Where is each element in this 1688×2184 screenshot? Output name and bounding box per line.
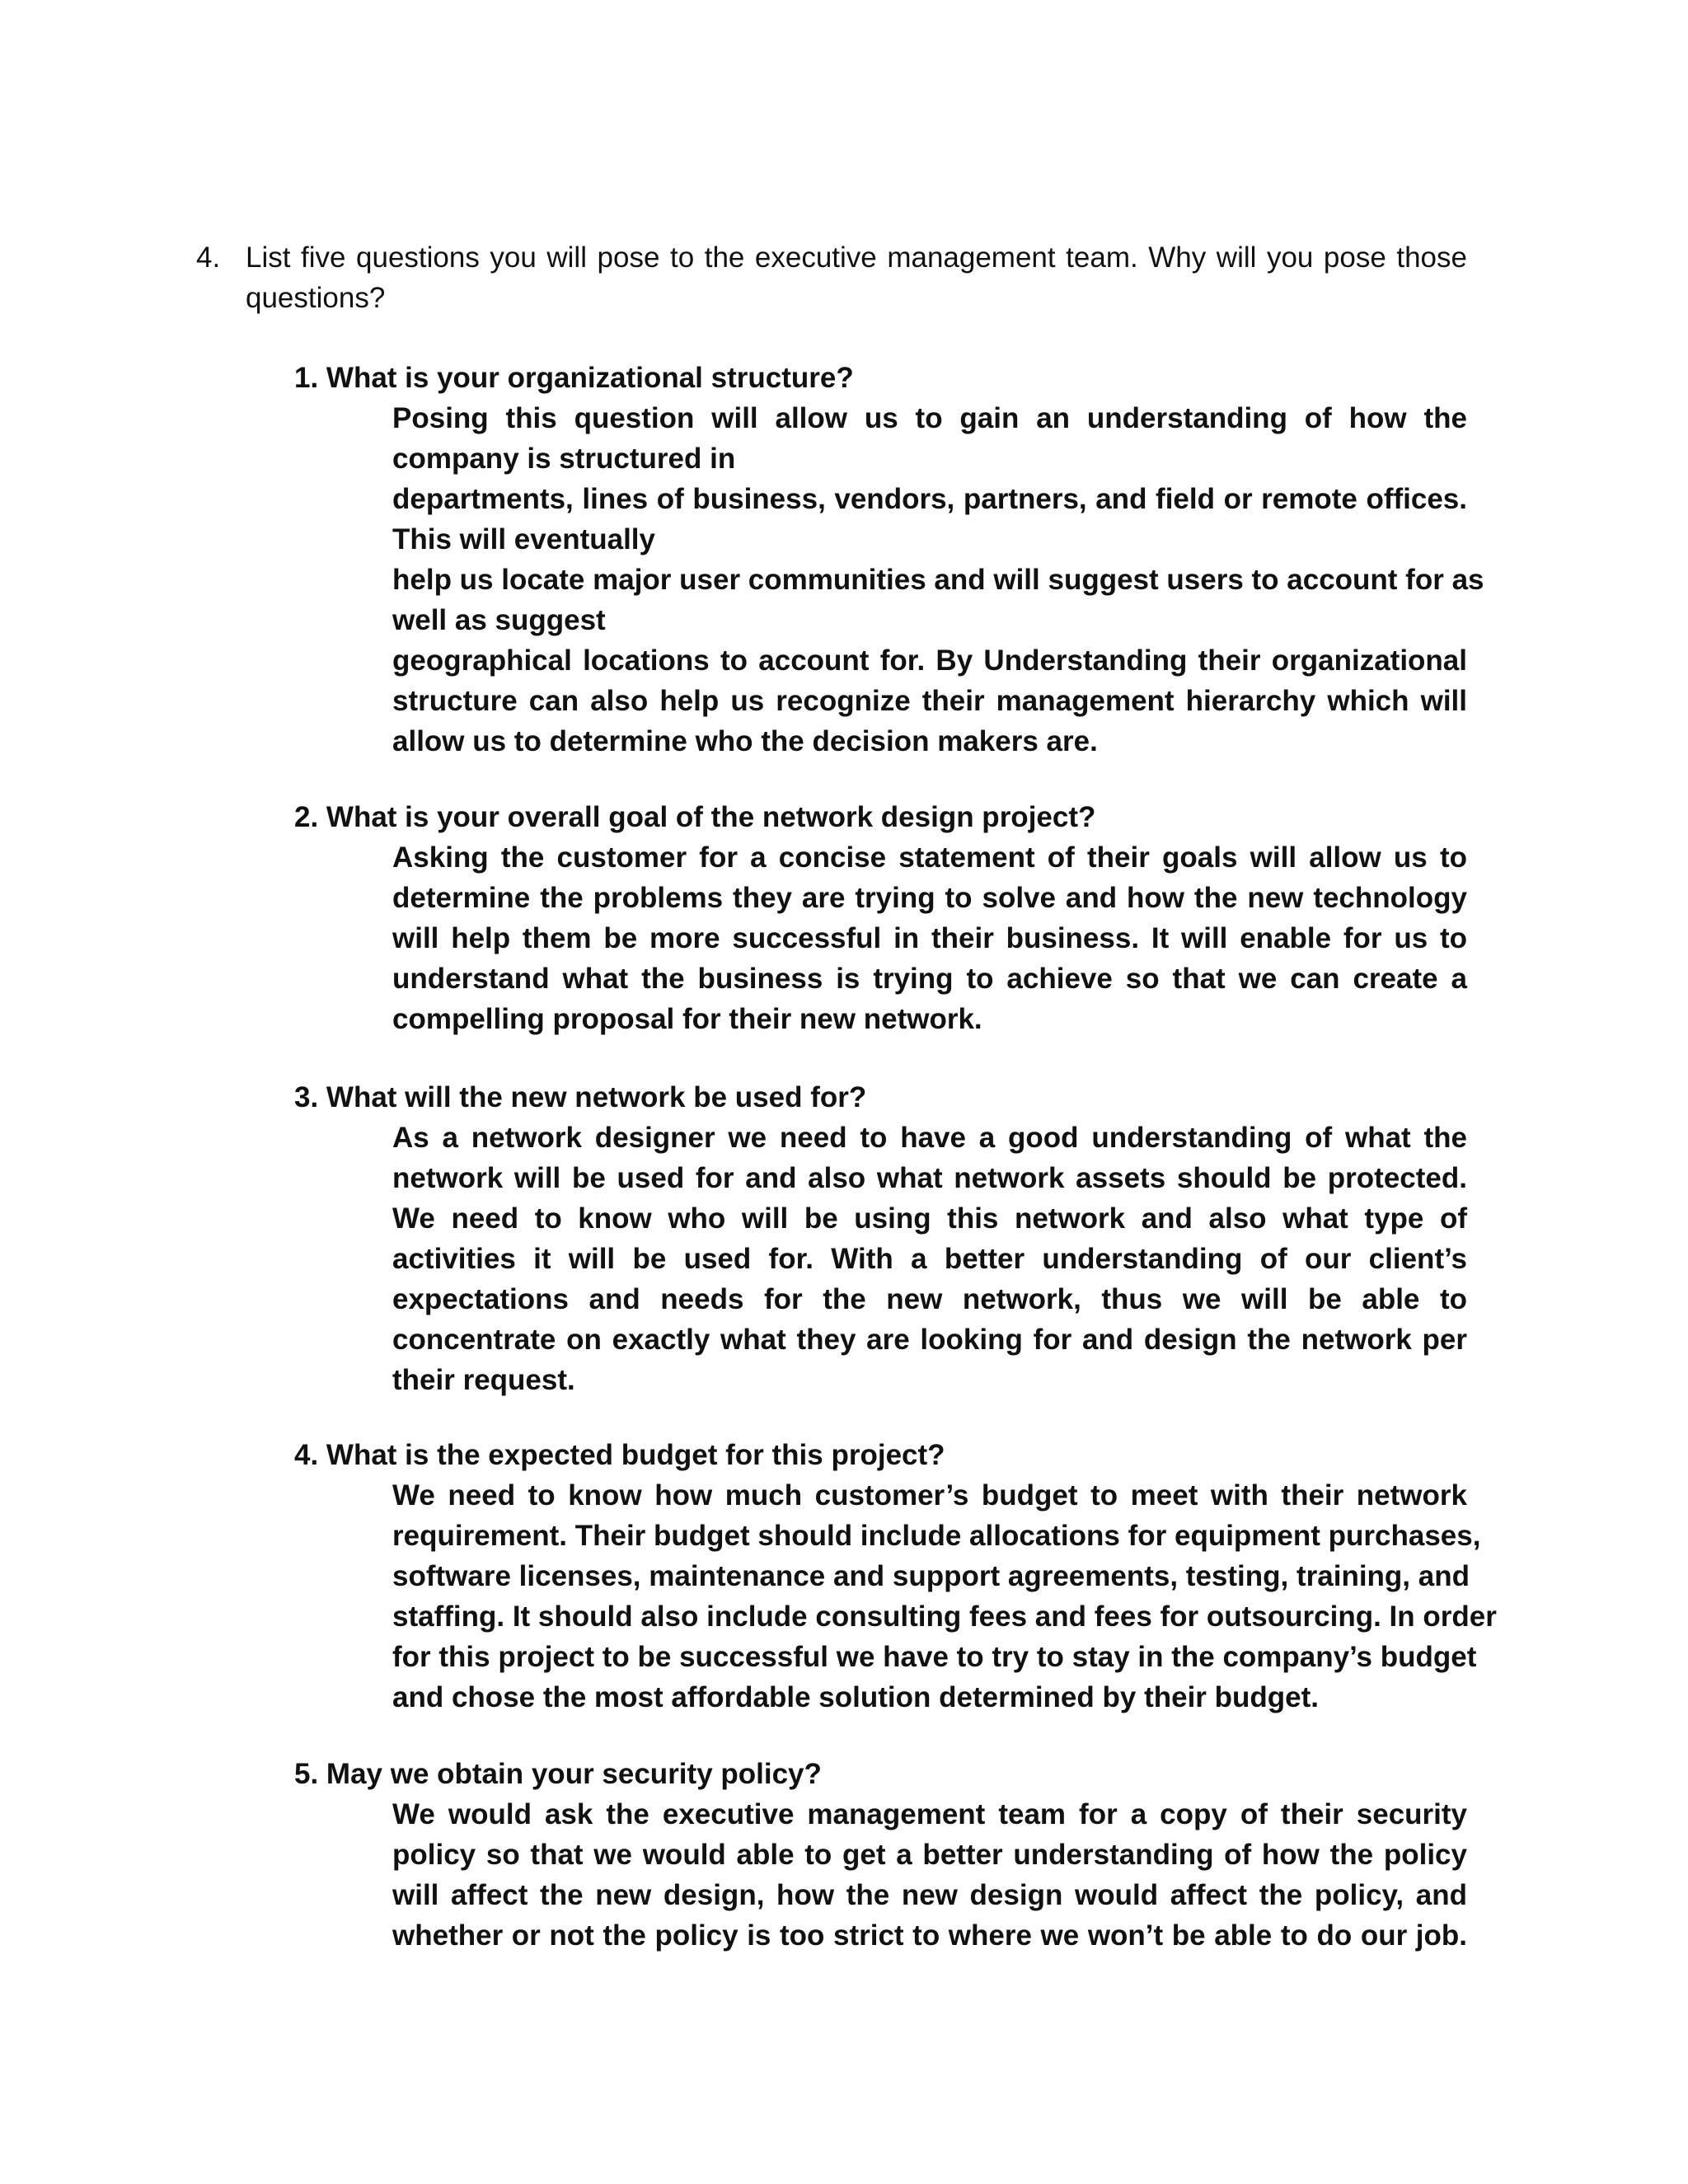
answer-line: determine the problems they are trying to solve and how the new technology <box>392 882 1467 914</box>
item-2-title: 2. What is your overall goal of the network design project? <box>294 801 1096 833</box>
answer-line: compelling proposal for their new network. <box>392 1003 982 1035</box>
answer-line: will affect the new design, how the new design would affect the policy, and <box>392 1879 1467 1911</box>
answer-line: help us locate major user communities and will suggest users to account for as <box>392 564 1484 596</box>
item-2-answer <box>392 837 1467 1039</box>
answer-line: and chose the most affordable solution determined by their budget. <box>392 1681 1319 1713</box>
item-1-title: 1. What is your organizational structure? <box>294 362 854 394</box>
answer-line: departments, lines of business, vendors, partners, and field or remote offices. <box>392 483 1467 515</box>
answer-line: their request. <box>392 1364 575 1396</box>
answer-line: Posing this question will allow us to gain an understanding of how the <box>392 402 1467 434</box>
answer-line: network will be used for and also what network assets should be protected. <box>392 1162 1467 1194</box>
item-1-answer <box>392 398 1484 762</box>
question-text: List five questions you will pose to the executive management team. Why will you pose those questions? <box>246 241 1467 314</box>
answer-line: whether or not the policy is too strict to where we won’t be able to do our job. <box>392 1919 1467 1952</box>
item-4-answer <box>392 1475 1497 1718</box>
answer-line: software licenses, maintenance and support agreements, testing, training, and <box>392 1560 1470 1592</box>
answer-line: will help them be more successful in their business. It will enable for us to <box>392 922 1467 954</box>
answer-line: for this project to be successful we have to try to stay in the company’s budget <box>392 1641 1477 1673</box>
answer-line: activities it will be used for. With a better understanding of our client’s <box>392 1243 1467 1275</box>
answer-line: policy so that we would able to get a better understanding of how the policy <box>392 1839 1467 1871</box>
answer-line: Asking the customer for a concise statement of their goals will allow us to <box>392 841 1467 874</box>
answer-line: structure can also help us recognize their management hierarchy which will <box>392 685 1467 717</box>
item-3-title: 3. What will the new network be used for? <box>294 1081 867 1113</box>
answer-line: requirement. Their budget should include allocations for equipment purchases, <box>392 1520 1481 1552</box>
item-5-title: 5. May we obtain your security policy? <box>294 1758 822 1790</box>
answer-line: allow us to determine who the decision makers are. <box>392 725 1098 757</box>
answer-line: company is structured in <box>392 443 736 475</box>
item-4-title: 4. What is the expected budget for this project? <box>294 1439 945 1471</box>
answer-line: This will eventually <box>392 523 655 555</box>
answer-line: geographical locations to account for. By Understanding their organizational <box>392 644 1467 677</box>
question-number: 4. <box>196 241 221 274</box>
answer-line: staffing. It should also include consulting fees and fees for outsourcing. In order <box>392 1601 1497 1633</box>
answer-line: well as suggest <box>392 604 606 636</box>
answer-line: As a network designer we need to have a good understanding of what the <box>392 1122 1467 1154</box>
answer-line: We would ask the executive management team for a copy of their security <box>392 1798 1467 1830</box>
item-5-answer <box>392 1794 1467 1956</box>
answer-line: expectations and needs for the new network, thus we will be able to <box>392 1283 1467 1315</box>
answer-line: understand what the business is trying to achieve so that we can create a <box>392 963 1467 995</box>
answer-line: concentrate on exactly what they are looking for and design the network per <box>392 1324 1467 1356</box>
answer-line: We need to know how much customer’s budget to meet with their network <box>392 1479 1467 1511</box>
item-3-answer <box>392 1118 1467 1400</box>
answer-line: We need to know who will be using this network and also what type of <box>392 1202 1467 1235</box>
